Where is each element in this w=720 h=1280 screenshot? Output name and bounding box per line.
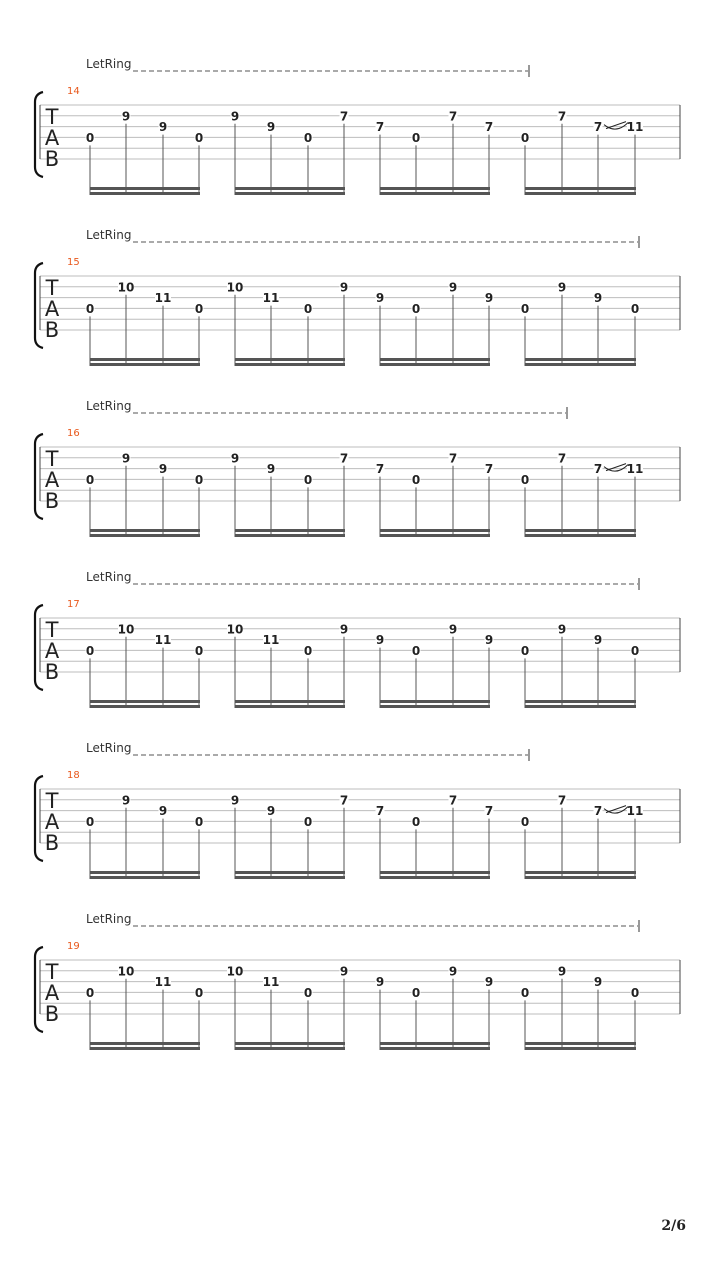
beam-secondary <box>380 534 490 537</box>
fret-number: 7 <box>557 451 567 466</box>
fret-number: 9 <box>266 462 276 477</box>
beam-primary <box>235 358 345 361</box>
fret-number: 11 <box>154 291 172 306</box>
fret-number: 9 <box>375 975 385 990</box>
beam-secondary <box>235 876 345 879</box>
fret-number: 0 <box>411 301 421 316</box>
letring-label: LetRing <box>86 570 132 584</box>
fret-number: 11 <box>626 462 644 477</box>
beam-primary <box>235 529 345 532</box>
fret-number: 10 <box>117 280 135 295</box>
fret-number: 10 <box>226 964 244 979</box>
fret-number: 9 <box>266 804 276 819</box>
fret-number: 0 <box>303 643 313 658</box>
fret-number: 9 <box>557 964 567 979</box>
beam-secondary <box>380 876 490 879</box>
fret-number: 0 <box>85 472 95 487</box>
tab-clef-t: T <box>45 618 59 642</box>
fret-number: 9 <box>230 451 240 466</box>
fret-number: 9 <box>375 633 385 648</box>
beam-primary <box>380 1042 490 1045</box>
tab-clef-t: T <box>45 960 59 984</box>
fret-number: 0 <box>194 985 204 1000</box>
beam-secondary <box>235 1047 345 1050</box>
fret-number: 0 <box>630 301 640 316</box>
page-number: 2/6 <box>661 1218 686 1234</box>
tab-system-16 <box>35 399 680 537</box>
beam-secondary <box>525 705 636 708</box>
fret-number: 11 <box>262 975 280 990</box>
fret-number: 0 <box>85 985 95 1000</box>
letring-label: LetRing <box>86 57 132 71</box>
fret-number: 9 <box>339 280 349 295</box>
fret-number: 9 <box>230 109 240 124</box>
fret-number: 9 <box>448 622 458 637</box>
fret-number: 9 <box>593 633 603 648</box>
fret-number: 0 <box>303 985 313 1000</box>
fret-number: 9 <box>557 280 567 295</box>
slide-line <box>606 806 626 813</box>
fret-number: 9 <box>375 291 385 306</box>
fret-number: 7 <box>557 109 567 124</box>
beam-secondary <box>235 363 345 366</box>
fret-number: 0 <box>520 814 530 829</box>
fret-number: 9 <box>484 291 494 306</box>
tab-clef-b: B <box>44 660 60 684</box>
beam-secondary <box>525 534 636 537</box>
beam-primary <box>525 1042 636 1045</box>
measure-number: 17 <box>67 599 80 610</box>
fret-number: 0 <box>85 643 95 658</box>
measure-number: 18 <box>67 770 80 781</box>
beam-primary <box>380 358 490 361</box>
tab-system-15 <box>35 228 680 366</box>
tab-clef-a: A <box>44 810 60 834</box>
fret-number: 0 <box>85 130 95 145</box>
fret-number: 7 <box>375 120 385 135</box>
fret-number: 9 <box>557 622 567 637</box>
fret-number: 0 <box>411 814 421 829</box>
slide-line <box>606 464 626 471</box>
beam-secondary <box>380 705 490 708</box>
beam-secondary <box>235 705 345 708</box>
fret-number: 0 <box>85 301 95 316</box>
fret-number: 11 <box>154 633 172 648</box>
beam-primary <box>235 1042 345 1045</box>
fret-number: 7 <box>557 793 567 808</box>
beam-secondary <box>90 192 200 195</box>
slide-line <box>606 122 626 129</box>
beam-primary <box>90 187 200 190</box>
fret-number: 7 <box>484 462 494 477</box>
tab-system-14 <box>35 57 680 195</box>
letring-label: LetRing <box>86 741 132 755</box>
tab-clef-b: B <box>44 831 60 855</box>
fret-number: 7 <box>339 451 349 466</box>
beam-secondary <box>380 1047 490 1050</box>
beam-primary <box>235 871 345 874</box>
tab-clef-t: T <box>45 447 59 471</box>
beam-primary <box>90 700 200 703</box>
fret-number: 0 <box>303 130 313 145</box>
fret-number: 7 <box>448 451 458 466</box>
beam-primary <box>525 871 636 874</box>
beam-primary <box>525 187 636 190</box>
fret-number: 7 <box>375 804 385 819</box>
measure-number: 15 <box>67 257 80 268</box>
tab-clef-b: B <box>44 147 60 171</box>
fret-number: 9 <box>158 120 168 135</box>
fret-number: 7 <box>448 793 458 808</box>
fret-number: 10 <box>226 622 244 637</box>
fret-number: 0 <box>520 301 530 316</box>
fret-number: 9 <box>230 793 240 808</box>
tab-system-19 <box>35 912 680 1050</box>
beam-primary <box>235 700 345 703</box>
beam-primary <box>90 1042 200 1045</box>
beam-secondary <box>235 192 345 195</box>
measure-number: 16 <box>67 428 80 439</box>
tab-clef-t: T <box>45 276 59 300</box>
fret-number: 11 <box>626 120 644 135</box>
tab-clef-t: T <box>45 105 59 129</box>
beam-secondary <box>525 1047 636 1050</box>
beam-secondary <box>90 876 200 879</box>
tab-clef-t: T <box>45 789 59 813</box>
fret-number: 7 <box>593 804 603 819</box>
measure-number: 14 <box>67 86 80 97</box>
tab-clef-b: B <box>44 489 60 513</box>
fret-number: 0 <box>411 472 421 487</box>
fret-number: 9 <box>158 804 168 819</box>
fret-number: 9 <box>158 462 168 477</box>
beam-secondary <box>525 192 636 195</box>
fret-number: 0 <box>520 130 530 145</box>
tab-clef-a: A <box>44 981 60 1005</box>
tab-clef-a: A <box>44 297 60 321</box>
fret-number: 7 <box>593 120 603 135</box>
beam-secondary <box>90 534 200 537</box>
fret-number: 7 <box>448 109 458 124</box>
beam-primary <box>525 529 636 532</box>
fret-number: 9 <box>448 280 458 295</box>
beam-primary <box>90 529 200 532</box>
fret-number: 0 <box>520 643 530 658</box>
fret-number: 10 <box>117 964 135 979</box>
fret-number: 9 <box>448 964 458 979</box>
measure-number: 19 <box>67 941 80 952</box>
fret-number: 10 <box>117 622 135 637</box>
fret-number: 7 <box>593 462 603 477</box>
beam-secondary <box>380 192 490 195</box>
tab-clef-a: A <box>44 639 60 663</box>
fret-number: 0 <box>303 472 313 487</box>
fret-number: 7 <box>339 793 349 808</box>
beam-secondary <box>90 705 200 708</box>
fret-number: 0 <box>630 985 640 1000</box>
fret-number: 0 <box>194 472 204 487</box>
beam-secondary <box>380 363 490 366</box>
letring-label: LetRing <box>86 228 132 242</box>
fret-number: 11 <box>262 291 280 306</box>
fret-number: 0 <box>411 130 421 145</box>
fret-number: 9 <box>121 109 131 124</box>
tab-clef-a: A <box>44 468 60 492</box>
fret-number: 9 <box>121 793 131 808</box>
fret-number: 9 <box>484 975 494 990</box>
fret-number: 0 <box>194 814 204 829</box>
fret-number: 11 <box>154 975 172 990</box>
fret-number: 0 <box>411 643 421 658</box>
tab-system-18 <box>35 741 680 879</box>
fret-number: 0 <box>194 301 204 316</box>
letring-label: LetRing <box>86 399 132 413</box>
tab-clef-a: A <box>44 126 60 150</box>
beam-primary <box>380 871 490 874</box>
beam-primary <box>380 700 490 703</box>
beam-secondary <box>235 534 345 537</box>
beam-secondary <box>525 363 636 366</box>
fret-number: 9 <box>593 975 603 990</box>
fret-number: 0 <box>411 985 421 1000</box>
beam-primary <box>380 187 490 190</box>
tab-clef-b: B <box>44 1002 60 1026</box>
fret-number: 7 <box>375 462 385 477</box>
fret-number: 0 <box>303 301 313 316</box>
fret-number: 0 <box>194 643 204 658</box>
beam-secondary <box>90 1047 200 1050</box>
letring-label: LetRing <box>86 912 132 926</box>
fret-number: 7 <box>484 804 494 819</box>
tab-clef-b: B <box>44 318 60 342</box>
fret-number: 9 <box>339 622 349 637</box>
fret-number: 0 <box>630 643 640 658</box>
fret-number: 9 <box>266 120 276 135</box>
fret-number: 11 <box>626 804 644 819</box>
fret-number: 9 <box>593 291 603 306</box>
fret-number: 9 <box>484 633 494 648</box>
beam-primary <box>380 529 490 532</box>
beam-secondary <box>90 363 200 366</box>
beam-primary <box>90 358 200 361</box>
beam-primary <box>235 187 345 190</box>
fret-number: 9 <box>121 451 131 466</box>
fret-number: 0 <box>194 130 204 145</box>
fret-number: 0 <box>303 814 313 829</box>
beam-primary <box>525 700 636 703</box>
fret-number: 7 <box>484 120 494 135</box>
fret-number: 7 <box>339 109 349 124</box>
fret-number: 9 <box>339 964 349 979</box>
beam-primary <box>525 358 636 361</box>
beam-primary <box>90 871 200 874</box>
fret-number: 0 <box>520 472 530 487</box>
fret-number: 0 <box>520 985 530 1000</box>
tab-system-17 <box>35 570 680 708</box>
fret-number: 10 <box>226 280 244 295</box>
fret-number: 11 <box>262 633 280 648</box>
fret-number: 0 <box>85 814 95 829</box>
beam-secondary <box>525 876 636 879</box>
